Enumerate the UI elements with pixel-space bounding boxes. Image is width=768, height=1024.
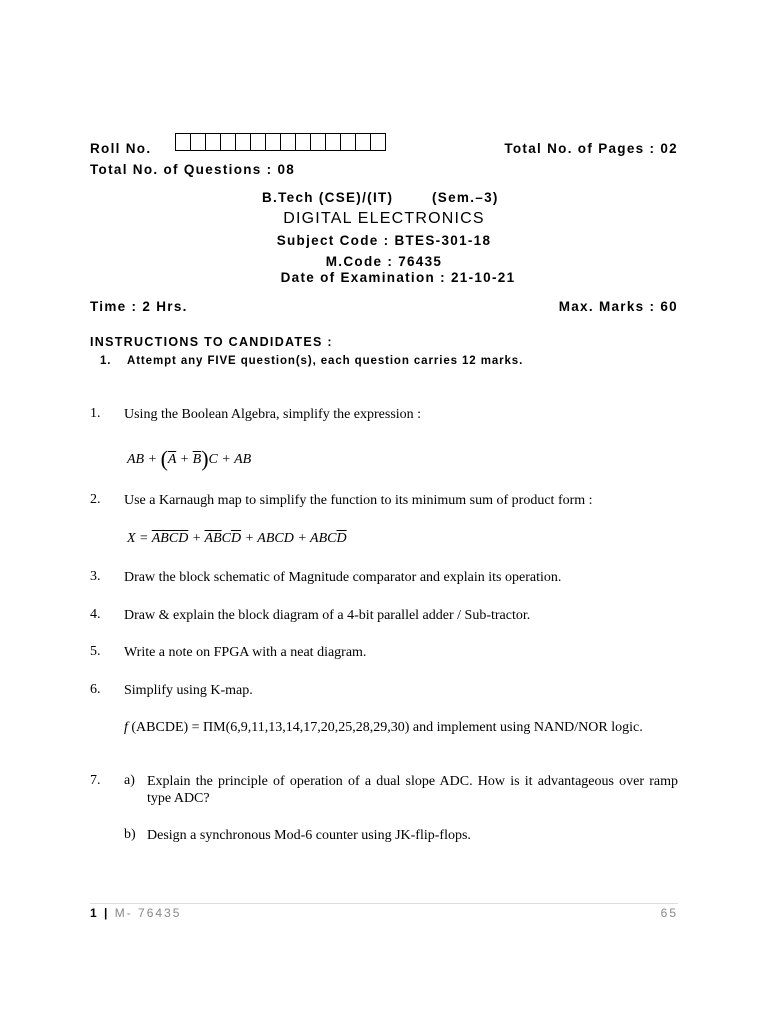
roll-no-label: Roll No. <box>90 141 152 156</box>
boolean-expression: AB + $(\overline{A} + \overline{B})C$ + AB <box>127 446 252 471</box>
roll-no-box[interactable] <box>326 133 341 151</box>
question-text: Write a note on FPGA with a neat diagram. <box>124 645 367 660</box>
sub-question-label: b) <box>124 827 136 842</box>
question-number: 7. <box>90 773 101 788</box>
question-number: 4. <box>90 607 101 622</box>
question-number: 6. <box>90 682 101 697</box>
roll-no-box[interactable] <box>341 133 356 151</box>
subject-code: Subject Code : BTES-301-18 <box>276 233 492 248</box>
sub-question-text: Design a synchronous Mod-6 counter using JK-flip-flops. <box>147 828 471 843</box>
roll-no-box[interactable] <box>251 133 266 151</box>
instruction-text: Attempt any FIVE question(s), each question carries 12 marks. <box>127 355 524 367</box>
roll-no-box[interactable] <box>206 133 221 151</box>
roll-no-box[interactable] <box>221 133 236 151</box>
sub-question-label: a) <box>124 773 135 788</box>
question-number: 2. <box>90 492 101 507</box>
question-text: Draw the block schematic of Magnitude comparator and explain its operation. <box>124 570 562 585</box>
roll-no-boxes[interactable] <box>175 133 386 151</box>
footer-code: M- 76435 <box>114 906 182 920</box>
roll-no-box[interactable] <box>176 133 191 151</box>
subject-title: DIGITAL ELECTRONICS <box>283 210 485 227</box>
question-number: 5. <box>90 644 101 659</box>
exam-date: Date of Examination : 21-10-21 <box>280 270 516 285</box>
time-allowed: Time : 2 Hrs. <box>90 299 188 314</box>
roll-no-box[interactable] <box>296 133 311 151</box>
footer-page-number: 1 <box>90 906 99 920</box>
m-code: M.Code : 76435 <box>325 254 443 269</box>
max-marks: Max. Marks : 60 <box>558 299 678 314</box>
kmap-function: X = ABCD + $\overline{AB}C\overline{D}$ + ABCD + $ABC\overline{D}$ <box>127 531 347 546</box>
kmap-question-detail: f (ABCDE) = ΠM(6,9,11,13,14,17,20,25,28,29,30) and implement using NAND/NOR logic. <box>124 720 643 735</box>
instructions-heading: INSTRUCTIONS TO CANDIDATES : <box>90 335 333 349</box>
question-number: 1. <box>90 406 101 421</box>
roll-no-box[interactable] <box>311 133 326 151</box>
instruction-number: 1. <box>100 355 112 367</box>
course-name: B.Tech (CSE)/(IT) <box>262 190 394 205</box>
sub-question-text: Explain the principle of operation of a dual slope ADC. How is it advantageous over ramp type ADC? <box>147 774 678 806</box>
footer-left <box>90 906 181 920</box>
question-text: Using the Boolean Algebra, simplify the expression : <box>124 407 422 422</box>
footer-divider <box>90 903 678 904</box>
footer-separator: | <box>104 906 110 920</box>
roll-no-box[interactable] <box>236 133 251 151</box>
question-text: Simplify using K-map. <box>124 683 253 698</box>
roll-no-box[interactable] <box>281 133 296 151</box>
roll-no-box[interactable] <box>191 133 206 151</box>
kmap-question-detail-text: (ABCDE) = ΠM(6,9,11,13,14,17,20,25,28,29,30) and implement using NAND/NOR logic. <box>131 720 643 735</box>
roll-no-box[interactable] <box>266 133 281 151</box>
total-questions: Total No. of Questions : 08 <box>90 162 296 177</box>
roll-no-box[interactable] <box>371 133 386 151</box>
question-text: Use a Karnaugh map to simplify the function to its minimum sum of product form : <box>124 493 593 508</box>
total-pages: Total No. of Pages : 02 <box>504 141 678 156</box>
question-text: Draw & explain the block diagram of a 4-bit parallel adder / Sub-tractor. <box>124 608 531 623</box>
roll-no-box[interactable] <box>356 133 371 151</box>
footer-right: 65 <box>660 906 678 920</box>
question-number: 3. <box>90 569 101 584</box>
semester: (Sem.–3) <box>432 190 499 205</box>
